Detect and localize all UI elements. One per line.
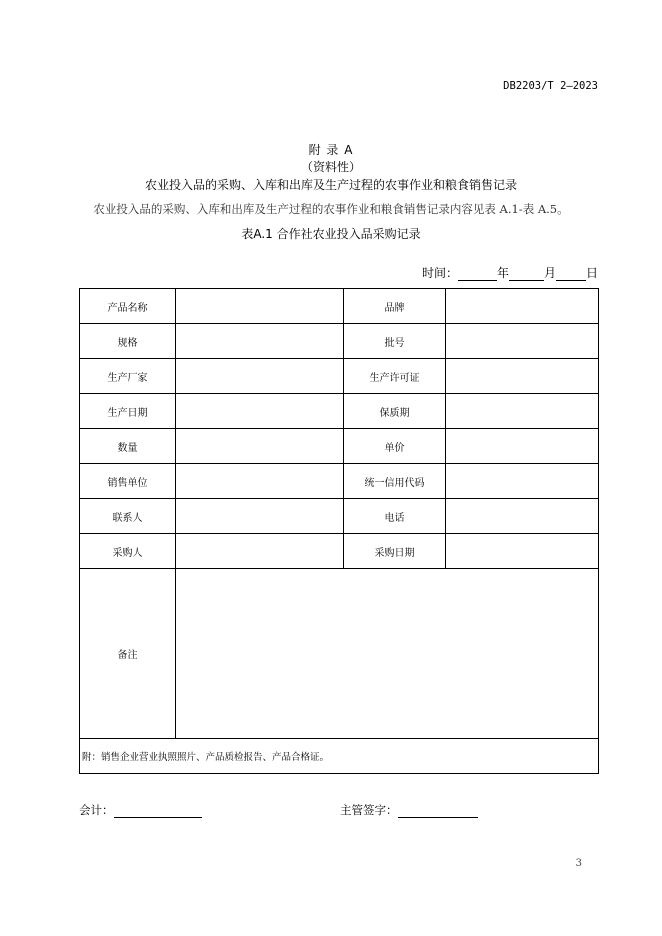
field-value[interactable] <box>176 534 344 569</box>
field-label: 规格 <box>80 324 176 359</box>
table-caption: 表A.1 合作社农业投入品采购记录 <box>241 227 421 241</box>
table-row <box>80 464 599 499</box>
field-label: 单价 <box>344 429 446 464</box>
remarks-label: 备注 <box>80 569 176 739</box>
field-value[interactable] <box>176 324 344 359</box>
field-label: 生产日期 <box>80 394 176 429</box>
month-label: 月 <box>543 266 556 280</box>
date-label: 时间： <box>421 266 458 280</box>
table-row <box>80 324 599 359</box>
field-value[interactable] <box>446 464 599 499</box>
accountant-label: 会计： <box>79 803 114 817</box>
table-row <box>80 429 599 464</box>
year-field[interactable] <box>458 267 497 281</box>
field-label: 统一信用代码 <box>344 464 446 499</box>
field-value[interactable] <box>446 324 599 359</box>
supervisor-signature-field[interactable] <box>398 804 478 818</box>
field-value[interactable] <box>446 394 599 429</box>
page-number: 3 <box>575 858 582 869</box>
month-field[interactable] <box>509 267 544 281</box>
day-label: 日 <box>585 266 598 280</box>
appendix-type: （资料性） <box>300 160 361 174</box>
field-label: 采购人 <box>80 534 176 569</box>
field-value[interactable] <box>176 394 344 429</box>
appendix-subject: 农业投入品的采购、入库和出库及生产过程的农事作业和粮食销售记录 <box>144 178 517 192</box>
field-value[interactable] <box>446 359 599 394</box>
procurement-record-table <box>79 288 599 774</box>
field-label: 品牌 <box>344 289 446 324</box>
table-row <box>80 394 599 429</box>
field-value[interactable] <box>446 534 599 569</box>
field-label: 生产许可证 <box>344 359 446 394</box>
field-value[interactable] <box>176 429 344 464</box>
table-row <box>80 534 599 569</box>
table-row <box>80 499 599 534</box>
table-row <box>80 289 599 324</box>
day-field[interactable] <box>556 267 586 281</box>
field-value[interactable] <box>176 289 344 324</box>
field-label: 生产厂家 <box>80 359 176 394</box>
accountant-signature-field[interactable] <box>114 804 202 818</box>
document-number: DB2203/T 2—2023 <box>503 80 598 92</box>
field-label: 批号 <box>344 324 446 359</box>
table-row <box>80 359 599 394</box>
field-value[interactable] <box>446 289 599 324</box>
field-value[interactable] <box>446 499 599 534</box>
field-label: 数量 <box>80 429 176 464</box>
field-value[interactable] <box>446 429 599 464</box>
supervisor-label: 主管签字： <box>340 803 398 817</box>
field-label: 采购日期 <box>344 534 446 569</box>
field-label: 电话 <box>344 499 446 534</box>
attachment-note: 附：销售企业营业执照照片、产品质检报告、产品合格证。 <box>80 739 599 774</box>
appendix-title: 附 录 A <box>308 143 354 157</box>
remarks-field[interactable] <box>176 569 599 739</box>
field-label: 销售单位 <box>80 464 176 499</box>
field-label: 产品名称 <box>80 289 176 324</box>
date-line <box>422 264 598 281</box>
year-label: 年 <box>496 266 509 280</box>
field-label: 保质期 <box>344 394 446 429</box>
field-value[interactable] <box>176 359 344 394</box>
field-value[interactable] <box>176 499 344 534</box>
remarks-row <box>80 569 599 739</box>
supervisor-signature <box>340 802 478 818</box>
appendix-intro: 农业投入品的采购、入库和出库及生产过程的农事作业和粮食销售记录内容见表 A.1-表 A.5。 <box>93 202 569 216</box>
field-label: 联系人 <box>80 499 176 534</box>
accountant-signature <box>79 802 202 818</box>
field-value[interactable] <box>176 464 344 499</box>
attachment-row <box>80 739 599 774</box>
